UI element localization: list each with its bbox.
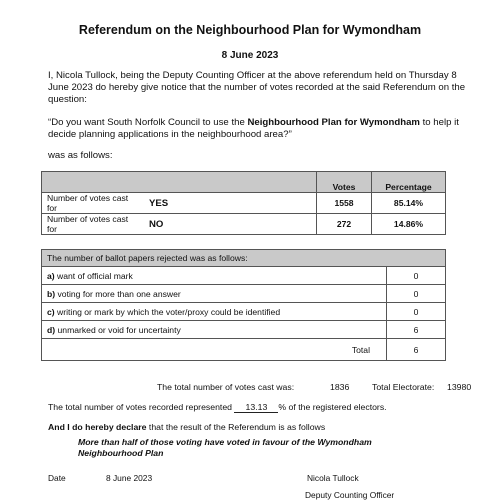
results-row-label: Number of votes cast for xyxy=(42,193,145,214)
votes-cast-value: 1836 xyxy=(330,382,350,392)
votes-no: 272 xyxy=(317,214,372,235)
reason-text: voting for more than one answer xyxy=(55,288,181,299)
rejected-count: 6 xyxy=(387,321,446,339)
percentage-no: 14.86% xyxy=(372,214,446,235)
was-as-follows: was as follows: xyxy=(48,150,113,161)
turnout-line xyxy=(48,402,387,413)
answer-yes: YES xyxy=(144,193,317,214)
rejected-count: 0 xyxy=(387,285,446,303)
reason-letter: b) xyxy=(47,288,56,299)
votes-yes: 1558 xyxy=(317,193,372,214)
rejected-row xyxy=(42,285,446,303)
rejected-total-label: Total xyxy=(42,339,387,361)
date-value: 8 June 2023 xyxy=(106,473,153,483)
reason-text: writing or mark by which the voter/proxy could be identified xyxy=(54,306,281,317)
intro-paragraph: I, Nicola Tullock, being the Deputy Counting Officer at the above referendum held on Thursday 8 June 2023 do hereby give notice that the number of votes recorded at the said Referendum on the question: xyxy=(48,70,466,105)
rejected-count: 0 xyxy=(387,303,446,321)
results-header-row xyxy=(42,172,446,193)
rejected-row xyxy=(42,267,446,285)
results-row-yes xyxy=(42,193,446,214)
rejected-count: 0 xyxy=(387,267,446,285)
reason-letter: c) xyxy=(47,306,55,317)
answer-no: NO xyxy=(144,214,317,235)
reason-letter: a) xyxy=(47,270,55,281)
electorate-value: 13980 xyxy=(447,382,472,392)
date-label: Date xyxy=(48,473,66,483)
question-text-start: “Do you want South Norfolk Council to use the xyxy=(48,117,248,128)
reason-text: unmarked or void for uncertainty xyxy=(55,324,181,335)
question-plan-name: Neighbourhood Plan for Wymondham xyxy=(247,117,420,128)
turnout-prefix: The total number of votes recorded represented xyxy=(48,402,232,412)
votes-header: Votes xyxy=(317,172,372,193)
reason-text: want of official mark xyxy=(54,270,133,281)
reason-letter: d) xyxy=(47,324,56,335)
question-text-end: to help it decide planning applications in the neighbourhood area?” xyxy=(48,117,459,140)
rejected-header-row xyxy=(42,250,446,267)
percentage-yes: 85.14% xyxy=(372,193,446,214)
turnout-value: 13.13 xyxy=(234,402,278,413)
results-table xyxy=(41,171,446,235)
signatory-role: Deputy Counting Officer xyxy=(305,490,395,500)
votes-cast-label: The total number of votes cast was: xyxy=(157,382,295,392)
signatory-name: Nicola Tullock xyxy=(307,473,359,483)
rejected-ballots-table xyxy=(41,249,446,361)
rejected-total-value: 6 xyxy=(387,339,446,361)
declaration-text: that the result of the Referendum is as follows xyxy=(146,422,326,432)
electorate-label: Total Electorate: xyxy=(372,382,435,392)
notice-date: 8 June 2023 xyxy=(221,50,279,61)
rejected-reason xyxy=(42,267,387,285)
results-row-no xyxy=(42,214,446,235)
rejected-row xyxy=(42,321,446,339)
referendum-result: More than half of those voting have voted in favour of the Wymondham Neighbourhood Plan xyxy=(78,437,372,458)
referendum-question xyxy=(48,117,468,141)
rejected-row xyxy=(42,303,446,321)
declaration-line xyxy=(48,422,325,432)
turnout-suffix: % of the registered electors. xyxy=(278,402,387,412)
rejected-header: The number of ballot papers rejected was as follows: xyxy=(42,250,446,267)
rejected-reason xyxy=(42,285,387,303)
declaration-bold: And I do hereby declare xyxy=(48,422,147,432)
results-header-blank xyxy=(42,172,317,193)
rejected-reason xyxy=(42,321,387,339)
percentage-header: Percentage xyxy=(372,172,446,193)
results-row-label: Number of votes cast for xyxy=(42,214,145,235)
rejected-total-row xyxy=(42,339,446,361)
notice-title: Referendum on the Neighbourhood Plan for Wymondham xyxy=(78,23,422,37)
rejected-reason xyxy=(42,303,387,321)
